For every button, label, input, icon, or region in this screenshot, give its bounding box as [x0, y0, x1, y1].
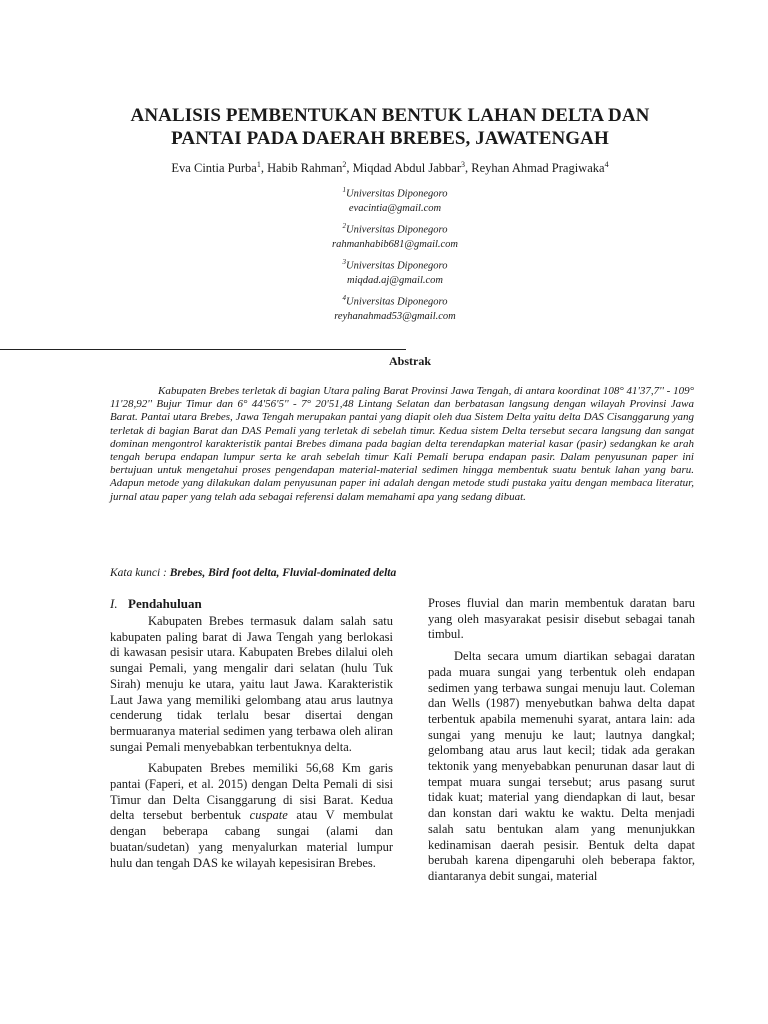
affiliation: $^4$Universitas Diponegoro reyhanahmad53@gmail.com	[200, 291, 590, 324]
author: Miqdad Abdul Jabbar$^3$,	[352, 160, 472, 176]
affiliation-email: rahmanhabib681@gmail.com	[331, 238, 459, 250]
affiliation-university: Universitas Diponegoro	[346, 296, 448, 308]
paragraph: Kabupaten Brebes termasuk dalam salah satu kabupaten paling barat di Jawa Tengah yang berlokasi di kawasan pesisir utara. Kabupaten Brebes dilalui oleh sungai Pemali, yang mengalir dari selatan (hulu Tuk Sirah) menuju ke utara, yaitu laut Jawa. Karakteristik Laut Jawa yang memiliki gelombang atau arus lautnya cenderung tidak terlalu besar disertai dengan bermuaranya material sedimen yang terbawa oleh aliran sungai Pemali menyebabkan terbentuknya delta.	[110, 614, 393, 754]
affiliation: $^1$Universitas Diponegoro evacintia@gmail.com	[200, 183, 590, 216]
divider-rule	[0, 349, 406, 350]
paragraph: Kabupaten Brebes memiliki 56,68 Km garis pantai (Faperi, et al. 2015) dengan Delta Pemali di sisi Timur dan Delta Cisanggarung di sisi Barat. Kedua delta tersebut berbentuk cuspate atau V membulat dengan beberapa cabang sungai (alami dan buatan/sudetan) yang menyalurkan material lumpur hulu dan tengah DAS ke wilayah kepesisiran Brebes.	[110, 761, 393, 870]
section-title: Pendahuluan	[128, 596, 202, 611]
title-line-1: ANALISIS PEMBENTUKAN BENTUK LAHAN DELTA DAN	[130, 105, 650, 126]
author: Reyhan Ahmad Pragiwaka$^4$	[471, 160, 609, 176]
keywords-label: Kata kunci	[110, 567, 161, 579]
keywords-separator: :	[160, 567, 170, 579]
paper-title	[100, 104, 680, 150]
abstract-text: Kabupaten Brebes terletak di bagian Utara paling Barat Provinsi Jawa Tengah, di antara koordinat 108° 41'37,7'' - 109° 11'28,92'' Bujur Timur dan 6° 44'56'5'' - 7° 20'51,48 Lintang Selatan dan berbatasan langsung dengan wilayah Provinsi Jawa Barat. Pantai utara Brebes, Jawa Tengah merupakan pantai yang diapit oleh dua Sistem Delta yaitu delta DAS Cisanggarung yang terletak di bagian Barat dan DAS Pemali yang terletak di sebelah timur. Kedua sistem Delta tersebut secara langsung dan sangat dominan mengontrol karakteristik pantai Brebes dimana pada bagian delta terendapkan material kasar (pasir) sedangkan ke arah tengah berupa endapan lumpur serta ke arah sebelah timur Kali Pemali berupa endapan pasir. Dalam penyusunan paper ini bertujuan untuk mengetahui proses pengendapan material-material sedimen hingga membentuk suatu bentuk lahan yang baru. Adapun metode yang dilakukan dalam penyusunan paper ini adalah dengan metode studi pustaka yaitu dengan membaca literatur, jurnal atau paper yang telah ada sebagai referensi dalam memahami apa yang sedang dibuat.	[110, 385, 694, 503]
affiliation: $^3$Universitas Diponegoro miqdad.aj@gmail.com	[200, 255, 590, 288]
affiliation: $^2$Universitas Diponegoro rahmanhabib681@gmail.com	[200, 219, 590, 252]
affiliation-email: evacintia@gmail.com	[348, 202, 442, 214]
paragraph: Proses fluvial dan marin membentuk daratan baru yang oleh masyarakat pesisir disebut sebagai tanah timbul.	[428, 596, 695, 642]
author-list	[90, 160, 690, 176]
affiliation-email: miqdad.aj@gmail.com	[347, 274, 443, 286]
affiliation-university: Universitas Diponegoro	[346, 188, 448, 200]
abstract-heading: Abstrak	[388, 354, 431, 368]
section-number: I.	[110, 596, 118, 611]
keywords-value: Brebes, Bird foot delta, Fluvial-dominated delta	[169, 567, 397, 579]
affiliation-university: Universitas Diponegoro	[346, 260, 448, 272]
body-column-right	[428, 596, 695, 885]
paragraph: Delta secara umum diartikan sebagai daratan pada muara sungai yang terbentuk oleh endapan sedimen yang terbawa sungai menuju laut. Coleman dan Wells (1987) menyebutkan bahwa delta dapat terbentuk apabila memenuhi syarat, antara lain: ada sungai yang menuju ke laut; lautnya dangkal; gelombang atau arus laut kecil; tidak ada gerakan tektonik yang menyebabkan penurunan dasar laut di tempat muara sungai tersebut; arus pasang surut tidak kuat; material yang diendapkan di laut, besar dan konstan dari waktu ke waktu. Delta menjadi salah satu bentukan alam yang menunjukkan kedinamisan daerah pesisir. Bentuk delta dapat berubah karena dipengaruhi oleh beberapa faktor, diantaranya debit sungai, material	[428, 649, 695, 883]
title-line-2: PANTAI PADA DAERAH BREBES, JAWATENGAH	[171, 128, 609, 149]
keywords	[110, 567, 694, 579]
section-heading	[110, 596, 202, 612]
author: Habib Rahman$^2$,	[267, 160, 353, 176]
author: Eva Cintia Purba$^1$,	[171, 160, 268, 176]
body-column-left	[110, 614, 393, 871]
affiliation-university: Universitas Diponegoro	[346, 224, 448, 236]
affiliation-email: reyhanahmad53@gmail.com	[334, 310, 456, 322]
